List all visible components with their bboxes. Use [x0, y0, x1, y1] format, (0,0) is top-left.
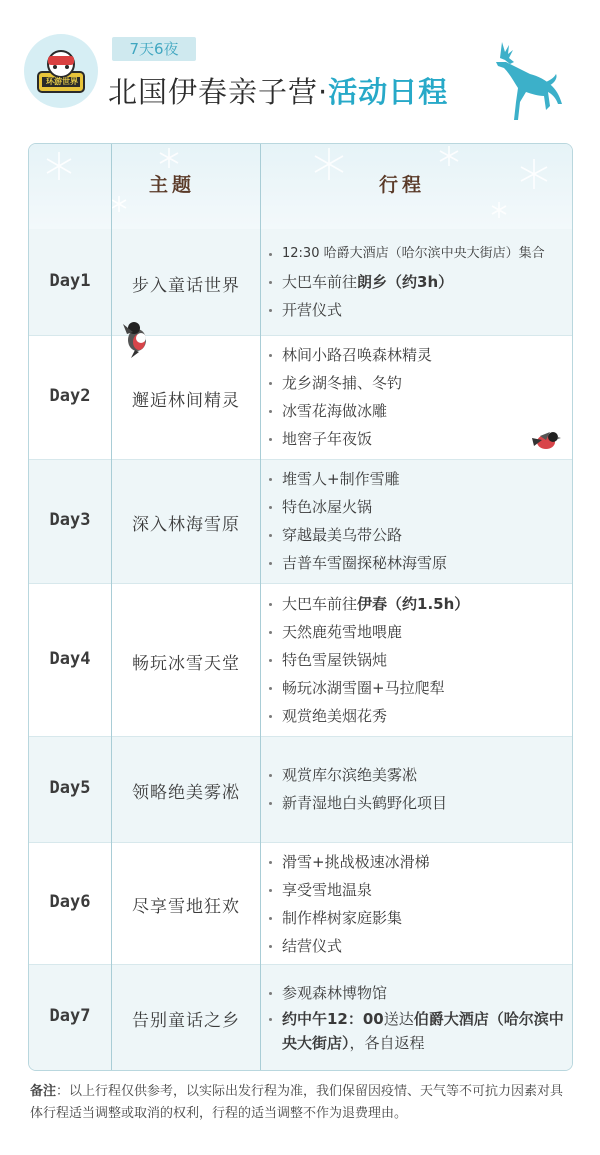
column-divider [260, 144, 261, 1070]
itinerary-item-text: 12:30 哈爵大酒店（哈尔滨中央大街店）集合 [282, 246, 545, 261]
itinerary-item-text: 观赏库尔滨绝美雾凇 [282, 766, 418, 784]
itinerary-item [267, 493, 567, 521]
itinerary-item [267, 618, 567, 646]
day-label: Day7 [49, 1006, 91, 1026]
duration-badge: 7天6夜 [112, 37, 196, 61]
itinerary-item-text: 大巴车前往 [282, 273, 358, 291]
itinerary-item [267, 590, 567, 618]
theme-label: 告别童话之乡 [132, 1011, 240, 1031]
itinerary-item [267, 761, 567, 789]
itinerary-list [267, 590, 567, 730]
deer-icon [488, 40, 566, 122]
itinerary-item-text: 享受雪地温泉 [282, 881, 373, 899]
bullfinch-bird-icon [121, 318, 155, 358]
column-header-theme: 主题 [149, 174, 196, 196]
itinerary-item [267, 549, 567, 577]
itinerary-item [267, 789, 567, 817]
day-label: Day2 [49, 386, 91, 406]
theme-label: 领略绝美雾凇 [132, 783, 240, 803]
itinerary-item [267, 296, 567, 324]
itinerary-list [267, 341, 567, 453]
itinerary-list [267, 848, 567, 960]
day-label: Day6 [49, 892, 91, 912]
day-label: Day4 [49, 648, 91, 669]
theme-label: 邂逅林间精灵 [132, 391, 240, 411]
itinerary-item-text: 地窖子年夜饭 [282, 430, 373, 448]
itinerary-item [267, 876, 567, 904]
itinerary-item-text: 龙乡湖冬捕、冬钓 [282, 374, 403, 392]
itinerary-item [267, 674, 567, 702]
itinerary-item-text: 天然鹿苑雪地喂鹿 [282, 622, 403, 641]
itinerary-list [267, 761, 567, 817]
itinerary-item [267, 465, 567, 493]
itinerary-list [267, 979, 567, 1055]
itinerary-item-highlight: 伯爵大酒店（哈尔滨中央大街店） [282, 1010, 564, 1052]
title-accent: 活动日程 [328, 75, 449, 109]
itinerary-item-text: 特色冰屋火锅 [282, 498, 373, 516]
logo-text: 环游世界 [46, 77, 78, 86]
itinerary-item-text: 林间小路召唤森林精灵 [282, 346, 433, 364]
column-divider [111, 144, 112, 1070]
theme-label: 深入林海雪原 [132, 515, 240, 535]
day-label: Day5 [49, 778, 91, 798]
itinerary-item [267, 702, 567, 730]
itinerary-item-highlight: 伊春（约1.5h） [357, 594, 470, 613]
itinerary-item-text: ，各自返程 [349, 1034, 425, 1052]
title-text: 北国伊春亲子营· [108, 75, 329, 109]
footnote-label: 备注 [30, 1084, 57, 1099]
itinerary-item-text: 吉普车雪圈探秘林海雪原 [282, 554, 448, 572]
itinerary-item [267, 425, 567, 453]
theme-label: 步入童话世界 [132, 276, 240, 296]
itinerary-item [267, 979, 567, 1007]
itinerary-item [267, 240, 567, 268]
itinerary-item [267, 341, 567, 369]
itinerary-item-text: 特色雪屋铁锅炖 [282, 650, 388, 669]
itinerary-item [267, 904, 567, 932]
itinerary-item [267, 521, 567, 549]
page-title [108, 70, 448, 111]
schedule-table [28, 143, 573, 1071]
itinerary-item [267, 646, 567, 674]
itinerary-item-text: 新青湿地白头鹤野化项目 [282, 794, 448, 812]
itinerary-item-text: 送达 [383, 1010, 414, 1028]
itinerary-item-text: 参观森林博物馆 [282, 984, 388, 1002]
itinerary-item-text: 冰雪花海做冰雕 [282, 402, 388, 420]
column-header-itinerary: 行程 [379, 174, 426, 196]
itinerary-item-text: 大巴车前往 [282, 594, 358, 613]
theme-label: 尽享雪地狂欢 [132, 897, 240, 917]
footnote [30, 1081, 575, 1125]
itinerary-item [267, 848, 567, 876]
itinerary-item-text: 制作桦树家庭影集 [282, 909, 403, 927]
itinerary-item-text: 结营仪式 [282, 937, 343, 955]
itinerary-list [267, 240, 567, 324]
day-label: Day3 [49, 510, 91, 530]
logo [24, 34, 98, 108]
itinerary-item-highlight: 约中午12：00 [282, 1010, 384, 1028]
itinerary-item-text: 畅玩冰湖雪圈+马拉爬犁 [282, 678, 445, 697]
itinerary-item-highlight: 朗乡（约3h） [357, 273, 454, 291]
itinerary-item-text: 开营仪式 [282, 301, 343, 319]
itinerary-item-text: 穿越最美乌带公路 [282, 526, 403, 544]
itinerary-item-text: 堆雪人+制作雪雕 [282, 470, 400, 488]
itinerary-item [267, 369, 567, 397]
itinerary-item-text: 滑雪+挑战极速冰滑梯 [282, 853, 430, 871]
logo-icon [24, 34, 98, 108]
itinerary-item [267, 397, 567, 425]
itinerary-item [267, 1007, 567, 1055]
day-label: Day1 [49, 271, 91, 291]
itinerary-item [267, 268, 567, 296]
footnote-text: ：以上行程仅供参考，以实际出发行程为准，我们保留因疫情、天气等不可抗力因素对具体行程适当调整或取消的权利，行程的适当调整不作为退费理由。 [30, 1084, 564, 1121]
itinerary-item-text: 观赏绝美烟花秀 [282, 706, 388, 725]
itinerary-item [267, 932, 567, 960]
theme-label: 畅玩冰雪天堂 [132, 653, 240, 674]
bullfinch-bird-icon [530, 428, 564, 454]
itinerary-list [267, 465, 567, 577]
